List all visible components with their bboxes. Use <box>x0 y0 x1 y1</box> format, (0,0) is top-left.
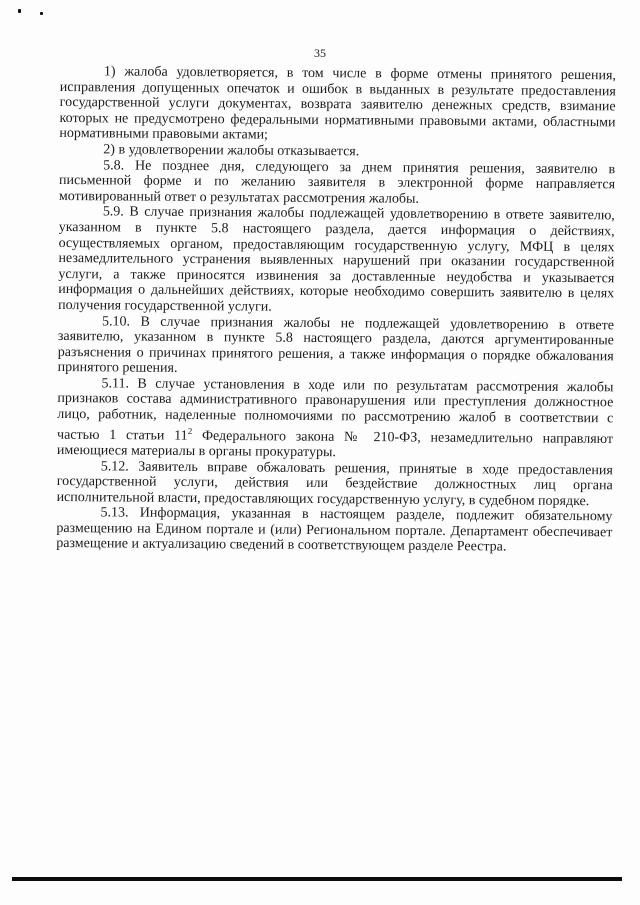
paragraph-5-12: 5.12. Заявитель вправе обжаловать решения, принятые в ходе предоставления государственной услуги, действия или бездействие должностных лиц органа исполнительной власти, предоставляющих государственную услугу, в судебном порядке. <box>56 458 613 509</box>
page-number: 35 <box>314 46 326 60</box>
paragraph-5-13: 5.13. Информация, указанная в настоящем разделе, подлежит обязательному размещению на Едином портале и (или) Региональном портале. Департамент обеспечивает размещение и актуализацию сведений в соответствующем разделе Реестра. <box>56 505 613 555</box>
superscript: 2 <box>187 425 193 436</box>
paragraph-5-8: 5.8. Не позднее дня, следующего за днем принятия решения, заявителю в письменной форме и по желанию заявителя в электронной форме направляется мотивированный ответ о результатах рассмотрения жалобы. <box>58 157 616 207</box>
paragraph-item-2: 2) в удовлетворении жалобы отказывается. <box>103 142 360 160</box>
paragraph-5-11-text: 5.11. В случае установления в ходе или по результатам рассмотрения жалобы признаков состава административного правонарушения или преступления должностное лицо, работник, наделенные полномочиями по рассмотрению жалоб в соответствии с частью 1 статьи 11 <box>57 376 614 444</box>
paragraph-5-9: 5.9. В случае признания жалобы подлежащей удовлетворению в ответе заявителю, указанном в пункте 5.8 настоящего раздела, дается информация о действиях, осуществляемых органом, предоставляющим государственную услугу, МФЦ в целях незамедлительного устранения выявленных нарушений при оказании государственной услуги, а также приносятся извинения за доставленные неудобства и указывается информация о дальнейших действиях, которые необходимо совершить заявителю в целях получения государственной услуги. <box>58 204 615 315</box>
paragraph-5-10: 5.10. В случае признания жалобы не подлежащей удовлетворению в ответе заявителю, указанном в пункте 5.8 настоящего раздела, даются аргументированные разъяснения о причинах принятого решения, а также информация о порядке обжалования принятого решения. <box>57 313 615 377</box>
scan-edge-bar <box>12 877 622 881</box>
paragraph-5-11-tail: Федерального закона № 210-ФЗ, незамедлительно направляют имеющиеся материалы в органы прокуратуры. <box>56 428 614 461</box>
paragraph-item-1: 1) жалоба удовлетворяется, в том числе в форме отмены принятого решения, исправления допущенных опечаток и ошибок в выданных в результате предоставления государственной услуги документах, возврата заявителю денежных средств, взимание которых не предусмотрено федеральными нормативными правовыми актами, областными нормативными правовыми актами; <box>59 64 616 144</box>
document-body <box>56 64 616 556</box>
scan-artifact <box>18 9 21 13</box>
paragraph-5-11 <box>57 376 614 463</box>
scan-artifact <box>40 12 43 15</box>
